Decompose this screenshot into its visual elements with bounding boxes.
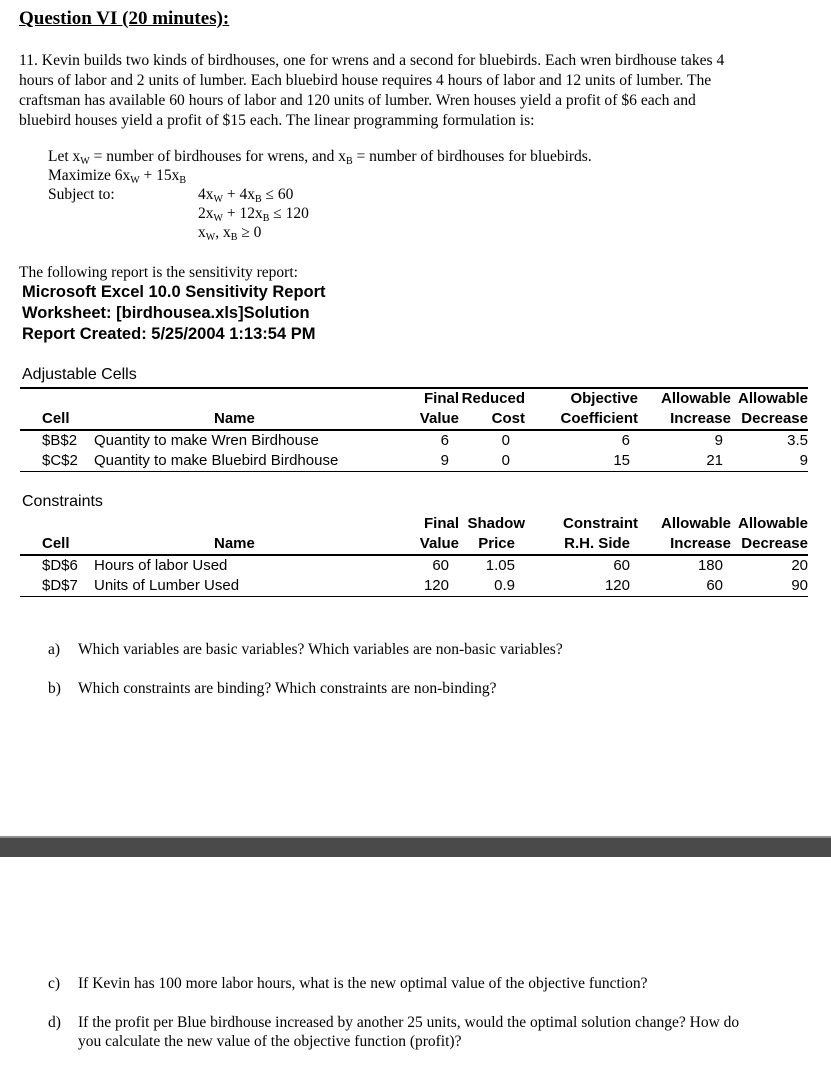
- cell-value: 60: [613, 557, 630, 574]
- cell-value: 21: [638, 451, 731, 472]
- cell-value: 9: [731, 451, 808, 472]
- report-intro: The following report is the sensitivity report:: [19, 264, 298, 281]
- column-header: Constraint: [563, 515, 638, 532]
- cell-value: 9: [389, 451, 459, 472]
- column-header: Increase: [638, 534, 731, 555]
- cell-value: 6: [621, 432, 630, 449]
- column-header: Final: [423, 515, 459, 532]
- column-header: Decrease: [731, 409, 808, 430]
- nonnegativity-constraint: $x_W$, $x_B \ge 0$: [198, 224, 262, 243]
- column-header: Objective: [525, 388, 638, 409]
- question-c: c) If Kevin has 100 more labor hours, what is the new optimal value of the objective function?: [48, 975, 648, 992]
- cell-ref: $C$2: [20, 451, 94, 472]
- cell-value: 60: [432, 557, 449, 574]
- cell-name: Units of Lumber Used: [94, 576, 389, 597]
- problem-line: hours of labor and 2 units of lumber. Each bluebird house requires 4 hours of labor and 12 units of lumber. The: [19, 72, 712, 89]
- column-header: Reduced: [459, 388, 525, 409]
- question-b: b) Which constraints are binding? Which constraints are non-binding?: [48, 680, 497, 697]
- problem-line: bluebird houses yield a profit of $15 each. The linear programming formulation is:: [19, 112, 535, 129]
- cell-value: 6: [440, 432, 449, 449]
- column-header: Cell: [20, 409, 94, 430]
- table-header-row: [20, 409, 808, 430]
- cell-value: 15: [525, 451, 638, 472]
- problem-line: 11. Kevin builds two kinds of birdhouses, one for wrens and a second for bluebirds. Each wren birdhouse takes 4: [19, 52, 725, 69]
- cell-name: Quantity to make Wren Birdhouse: [94, 432, 319, 449]
- cell-value: 9: [714, 432, 723, 449]
- cell-ref: $D$6: [42, 557, 78, 574]
- cell-name: Hours of labor Used: [94, 557, 228, 574]
- cell-value: 3.5: [787, 432, 808, 449]
- lumber-constraint: $2x_W + 12x_B \le 120$: [198, 205, 309, 224]
- cell-ref: $B$2: [42, 432, 78, 449]
- cell-value: 90: [731, 576, 808, 597]
- cell-value: 0.9: [459, 576, 525, 597]
- cell-ref: $D$7: [20, 576, 94, 597]
- report-created: Report Created: 5/25/2004 1:13:54 PM: [22, 325, 316, 343]
- cell-value: 1.05: [485, 557, 515, 574]
- column-header: Cell: [20, 534, 94, 555]
- problem-line: craftsman has available 60 hours of labor and 120 units of lumber. Wren houses yield a profit of $6 each and: [19, 92, 696, 109]
- table-row: [20, 430, 808, 451]
- adjustable-cells-table: [20, 387, 808, 472]
- column-header: Decrease: [731, 534, 808, 555]
- cell-value: 0: [501, 432, 510, 449]
- cell-value: 180: [697, 557, 723, 574]
- table-row: [20, 576, 808, 597]
- cell-name: Quantity to make Bluebird Birdhouse: [94, 451, 389, 472]
- column-header: Final: [389, 388, 459, 409]
- column-header: Shadow: [467, 515, 525, 532]
- cell-value: 60: [638, 576, 731, 597]
- subject-to-label: Subject to:: [48, 186, 115, 203]
- table-row: [20, 555, 808, 576]
- column-header: Allowable: [660, 515, 731, 532]
- table-header-row: [20, 534, 808, 555]
- question-a: a) Which variables are basic variables? Which variables are non-basic variables?: [48, 641, 563, 658]
- question-heading: Question VI (20 minutes):: [19, 8, 230, 29]
- column-header: R.H. Side: [525, 534, 638, 555]
- cell-value: 20: [791, 557, 808, 574]
- table-row: [20, 451, 808, 472]
- question-d-continued: you calculate the new value of the objective function (profit)?: [78, 1033, 462, 1050]
- column-header: Increase: [638, 409, 731, 430]
- table-header-row: [20, 388, 808, 409]
- constraints-table: [20, 514, 808, 597]
- column-header: Value: [389, 534, 459, 555]
- question-d: d) If the profit per Blue birdhouse increased by another 25 units, would the optimal solution change? How do: [48, 1014, 740, 1031]
- labor-constraint: $4x_W + 4x_B \le 60$: [198, 186, 294, 205]
- page-divider: [0, 836, 831, 857]
- table-header-row: [20, 514, 808, 534]
- report-title: Microsoft Excel 10.0 Sensitivity Report: [22, 283, 326, 301]
- column-header: Allowable: [638, 388, 731, 409]
- cell-value: 0: [459, 451, 525, 472]
- column-header: Value: [389, 409, 459, 430]
- constraints-title: Constraints: [22, 493, 103, 510]
- problem-statement: [19, 51, 809, 131]
- column-header: Coefficient: [525, 409, 638, 430]
- column-header: Name: [94, 409, 389, 430]
- adjustable-cells-title: Adjustable Cells: [22, 366, 137, 383]
- column-header: Allowable: [731, 388, 808, 409]
- column-header: Cost: [459, 409, 525, 430]
- report-worksheet: Worksheet: [birdhousea.xls]Solution: [22, 304, 310, 322]
- column-header: Price: [459, 534, 525, 555]
- objective-function: Maximize $6x_W + 15x_B$: [48, 167, 187, 186]
- column-header: Name: [94, 534, 389, 555]
- cell-value: 120: [525, 576, 638, 597]
- column-header: Allowable: [737, 515, 808, 532]
- cell-value: 120: [389, 576, 459, 597]
- variable-definition: Let $x_W$ = number of birdhouses for wrens, and $x_B$ = number of birdhouses for bluebirds.: [48, 148, 592, 167]
